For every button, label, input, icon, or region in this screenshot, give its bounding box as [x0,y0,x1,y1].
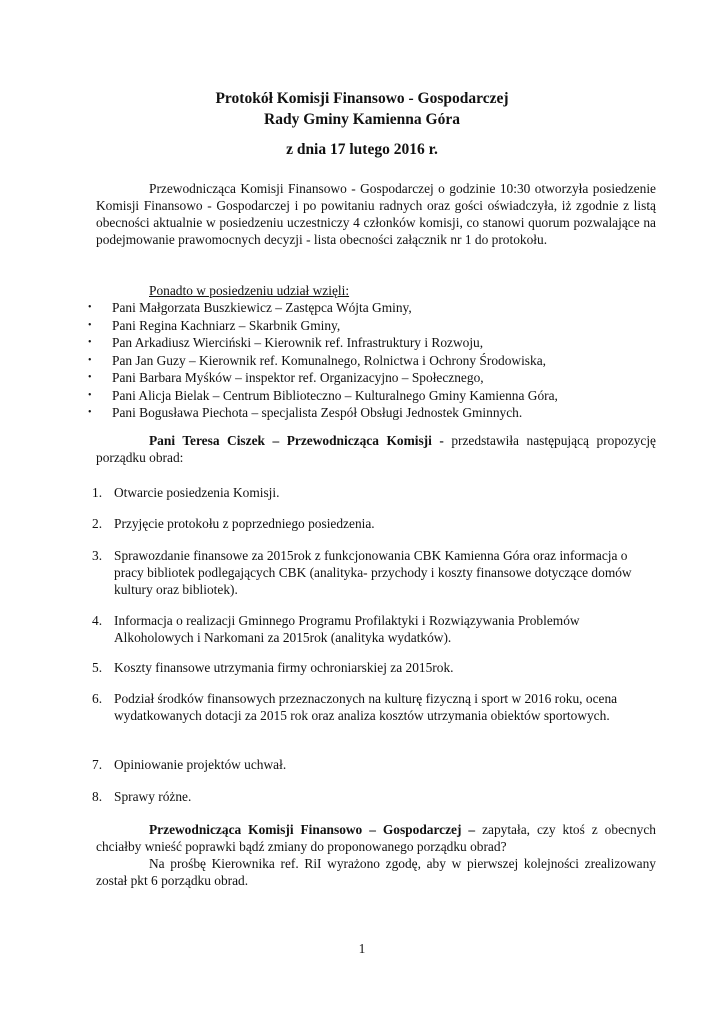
bullet-icon: • [88,302,92,313]
attendee-name: Pani Alicja Bielak – Centrum Biblioteczno – Kulturalnego Gminy Kamienna Góra, [112,387,558,403]
agenda-intro-paragraph [96,432,656,466]
meeting-date: z dnia 17 lutego 2016 r. [286,141,438,158]
agenda-intro-text: przedstawiła następującą propozycję porządku obrad: [96,433,656,465]
closing-paragraph [96,821,656,889]
agenda-item [92,690,652,724]
document-title: Protokół Komisji Finansowo - Gospodarczej [215,90,509,107]
list-item [86,299,558,317]
page-number: 1 [358,941,366,956]
chairperson-name: Pani Teresa Ciszek – Przewodnicząca Komisji - [149,433,444,448]
council-name: Rady Gminy Kamienna Góra [264,111,460,128]
agenda-intro-line [96,432,656,466]
closing-question [96,821,656,855]
agenda-item [92,484,652,501]
attendee-name: Pan Jan Guzy – Kierownik ref. Komunalnego, Rolnictwa i Ochrony Środowiska, [112,352,546,368]
agenda-item-text: Sprawozdanie finansowe za 2015rok z funkcjonowania CBK Kamienna Góra oraz informacja o pracy bibliotek podlegających CBK (analityka- przychody i koszty finansowe dotyczące domów kultury oraz bibliotek). [114,548,632,597]
agenda-item-number: 7. [92,757,103,772]
list-item [86,334,558,352]
bullet-icon: • [88,319,92,331]
attendee-name: Pan Arkadiusz Wierciński – Kierownik ref. Infrastruktury i Rozwoju, [112,335,484,350]
agenda-item-text: Podział środków finansowych przeznaczonych na kulturę fizyczną i sport w 2016 roku, ocena wydatkowanych dotacji za 2015 rok oraz analiza kosztów utrzymania obiektów sportowych. [114,691,618,723]
agenda-item-text: Przyjęcie protokołu z poprzedniego posiedzenia. [114,516,375,531]
agenda-item [92,756,652,773]
closing-decision: Na prośbę Kierownika ref. RiI wyrażono zgodę, aby w pierwszej kolejności zrealizowany został pkt 6 porządku obrad. [96,856,656,888]
list-item [86,317,558,335]
bullet-icon: • [88,337,92,348]
intro-paragraph [96,180,656,248]
list-item [86,387,558,405]
agenda-item-number: 4. [92,613,103,628]
agenda-item-text: Koszty finansowe utrzymania firmy ochroniarskiej za 2015rok. [114,660,454,675]
agenda-item-number: 5. [92,660,103,675]
agenda-item-number: 6. [92,691,103,706]
agenda-item-number: 1. [92,485,103,500]
list-item [86,369,558,387]
attendee-name: Pani Regina Kachniarz – Skarbnik Gminy, [112,317,341,333]
agenda-item-text: Sprawy różne. [114,789,192,804]
attendees-heading: Ponadto w posiedzeniu udział wzięli: [149,283,350,298]
agenda-item [92,659,652,676]
bullet-icon: • [88,407,92,418]
attendee-name: Pani Bogusława Piechota – specjalista Zespół Obsługi Jednostek Gminnych. [112,405,523,420]
attendee-name: Pani Małgorzata Buszkiewicz – Zastępca Wójta Gminy, [112,300,412,315]
agenda-item-number: 3. [92,548,103,563]
chairperson-title: Przewodnicząca Komisji Finansowo – Gospodarczej – [149,822,476,837]
bullet-icon: • [88,389,92,401]
agenda-item-text: Otwarcie posiedzenia Komisji. [114,485,280,500]
agenda-item-text: Opiniowanie projektów uchwał. [114,757,287,772]
bullet-icon: • [88,354,92,366]
agenda-item [92,788,652,805]
intro-text: Przewodnicząca Komisji Finansowo - Gospodarczej o godzinie 10:30 otworzyła posiedzenie Komisji Finansowo - Gospodarczej i po powitaniu radnych oraz gości oświadczyła, iż zgodnie z listą obecności aktualnie w posiedzeniu uczestniczy 4 członków komisji, co stanowi quorum pozwalające na podejmowanie prawomocnych decyzji - lista obecności załącznik nr 1 do protokołu. [96,181,656,247]
attendee-name: Pani Barbara Myśków – inspektor ref. Organizacyjno – Społecznego, [112,370,484,385]
list-item [86,404,558,422]
attendees-list [86,299,558,422]
agenda-item [92,515,652,532]
agenda-item-number: 2. [92,516,103,531]
agenda-item-text: Informacja o realizacji Gminnego Programu Profilaktyki i Rozwiązywania Problemów Alkoholowych i Narkomani za 2015rok (analityka wydatków). [114,613,580,645]
list-item [86,352,558,370]
bullet-icon: • [88,372,92,383]
agenda-item [92,547,652,598]
agenda-item [92,612,652,646]
closing-question-text: zapytała, czy ktoś z obecnych chciałby wnieść poprawki bądź zmiany do proponowanego porządku obrad? [96,822,656,854]
agenda-item-number: 8. [92,789,103,804]
